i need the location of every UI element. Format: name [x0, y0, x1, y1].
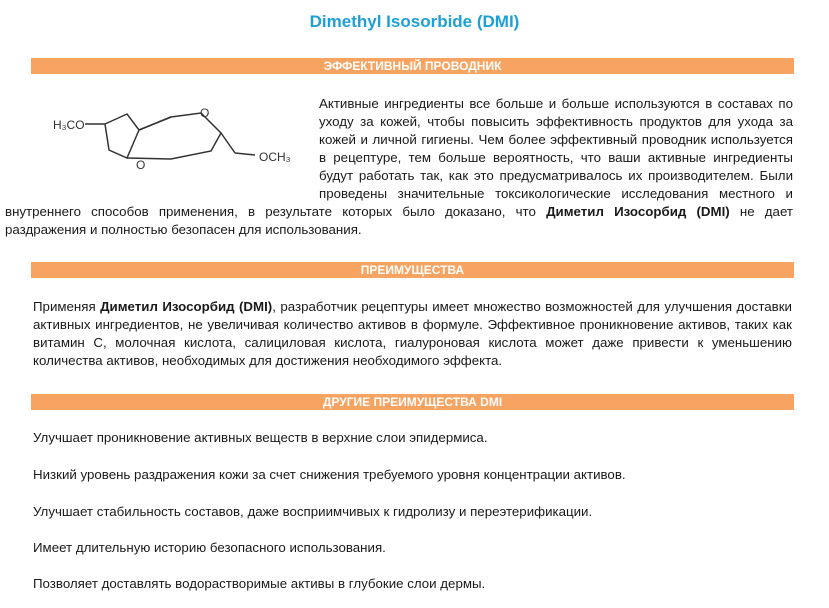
section-heading-advantages: ПРЕИМУЩЕСТВА: [31, 262, 794, 278]
conductor-paragraph: [5, 95, 793, 239]
oxygen-top-label: O: [200, 106, 210, 120]
section-heading-other-advantages: ДРУГИЕ ПРЕИМУЩЕСТВА DMI: [31, 394, 794, 410]
oxygen-bottom-label: O: [136, 158, 146, 172]
conductor-text-bold: Диметил Изосорбид (DMI): [546, 204, 730, 219]
conductor-text-1: Активные ингредиенты все больше и больше используются в составах по уходу за кожей, чтобы повысить эффективность продуктов для ухода за кожей и личной гигиены. Чем более эффективный проводник используется в рецептуре, тем больше вероятность, что ваши активные ингредиенты будут работать так, как это предусматривалось их производителем. Были проведены значительные токсикологические исследования местного и внутреннего способов применения, в результате которых было доказано, что: [5, 96, 793, 219]
methoxy-left-label: H₃CO: [53, 118, 85, 132]
advantages-text-2: , разработчик рецептуры имеет множество возможностей для улучшения доставки активных ингредиентов, не увеличивая количество активов в формуле. Эффективное проникновение активов, таких как витамин С, молочная кислота, салициловая кислота, гиалуроновая кислота может даже привести к уменьшению количества активов, необходимых для достижения необходимого эффекта.: [33, 299, 792, 368]
list-item: Позволяет доставлять водорастворимые активы в глубокие слои дермы.: [33, 576, 486, 591]
list-item: Улучшает проникновение активных веществ в верхние слои эпидермиса.: [33, 430, 488, 445]
conductor-text-2: не дает раздражения и полностью безопасен для использования.: [5, 204, 793, 237]
dmi-structure-diagram: [5, 95, 315, 187]
list-item: Низкий уровень раздражения кожи за счет снижения требуемого уровня концентрации активов.: [33, 467, 626, 482]
advantages-paragraph: [33, 298, 792, 370]
page-title: Dimethyl Isosorbide (DMI): [309, 12, 520, 31]
list-item: Улучшает стабильность составов, даже восприимчивых к гидролизу и переэтерификации.: [33, 504, 593, 519]
list-item: Имеет длительную историю безопасного использования.: [33, 540, 386, 555]
advantages-text-1: Применяя: [33, 299, 101, 314]
section-heading-conductor: ЭФФЕКТИВНЫЙ ПРОВОДНИК: [31, 58, 794, 74]
methoxy-right-label: OCH₃: [259, 150, 291, 164]
advantages-text-bold: Диметил Изосорбид (DMI): [100, 299, 273, 314]
